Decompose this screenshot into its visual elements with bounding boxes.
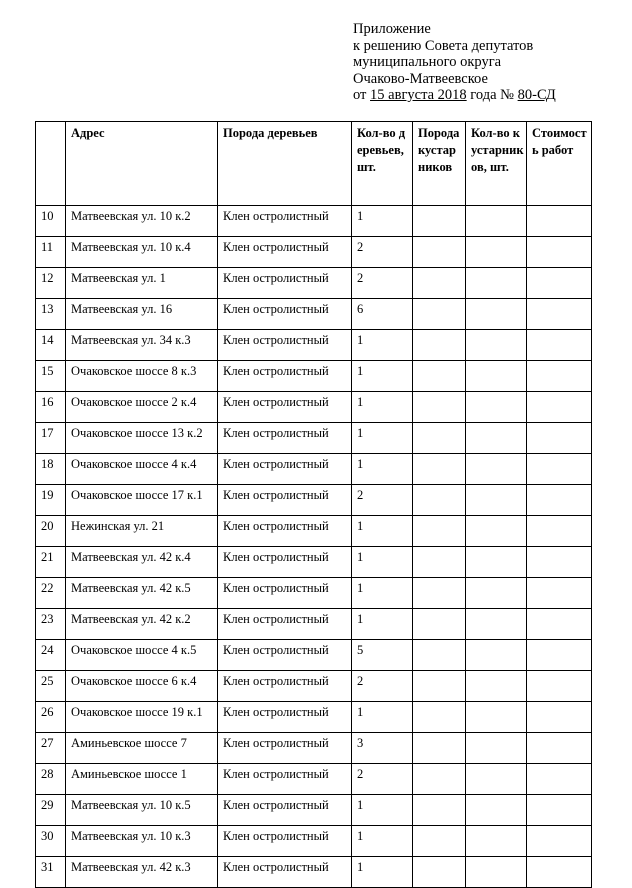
row-index: 11 bbox=[36, 237, 66, 268]
cost-cell bbox=[527, 640, 592, 671]
row-index: 24 bbox=[36, 640, 66, 671]
tree-count-cell: 2 bbox=[352, 671, 413, 702]
address-cell: Матвеевская ул. 42 к.3 bbox=[66, 857, 218, 888]
shrub-species-cell bbox=[413, 299, 466, 330]
table-row bbox=[36, 640, 592, 671]
address-cell: Матвеевская ул. 1 bbox=[66, 268, 218, 299]
address-cell: Матвеевская ул. 34 к.3 bbox=[66, 330, 218, 361]
shrub-species-cell bbox=[413, 330, 466, 361]
shrub-count-cell bbox=[466, 392, 527, 423]
table-row bbox=[36, 795, 592, 826]
tree-count-cell: 2 bbox=[352, 764, 413, 795]
cost-cell bbox=[527, 764, 592, 795]
table-row bbox=[36, 392, 592, 423]
tree-species-cell: Клен остролистный bbox=[218, 857, 352, 888]
address-cell: Очаковское шоссе 4 к.5 bbox=[66, 640, 218, 671]
row-index: 12 bbox=[36, 268, 66, 299]
table-row bbox=[36, 206, 592, 237]
shrub-count-cell bbox=[466, 237, 527, 268]
shrub-species-cell bbox=[413, 826, 466, 857]
header-cell-tree-count: Кол-во деревьев, шт. bbox=[352, 122, 413, 206]
cost-cell bbox=[527, 330, 592, 361]
tree-count-cell: 1 bbox=[352, 702, 413, 733]
address-cell: Аминьевское шоссе 1 bbox=[66, 764, 218, 795]
table-row bbox=[36, 299, 592, 330]
cost-cell bbox=[527, 454, 592, 485]
shrub-count-cell bbox=[466, 795, 527, 826]
address-cell: Матвеевская ул. 42 к.4 bbox=[66, 547, 218, 578]
date-mid: года № bbox=[466, 87, 518, 103]
tree-species-cell: Клен остролистный bbox=[218, 268, 352, 299]
address-cell: Очаковское шоссе 2 к.4 bbox=[66, 392, 218, 423]
row-index: 15 bbox=[36, 361, 66, 392]
table-row bbox=[36, 857, 592, 888]
tree-species-cell: Клен остролистный bbox=[218, 671, 352, 702]
cost-cell bbox=[527, 547, 592, 578]
shrub-species-cell bbox=[413, 795, 466, 826]
tree-species-cell: Клен остролистный bbox=[218, 361, 352, 392]
shrub-count-cell bbox=[466, 857, 527, 888]
header-cell-shrub-species: Порода кустарников bbox=[413, 122, 466, 206]
address-cell: Матвеевская ул. 10 к.4 bbox=[66, 237, 218, 268]
shrub-species-cell bbox=[413, 268, 466, 299]
cost-cell bbox=[527, 206, 592, 237]
shrub-species-cell bbox=[413, 733, 466, 764]
table-header-row bbox=[36, 122, 592, 206]
address-cell: Очаковское шоссе 8 к.3 bbox=[66, 361, 218, 392]
address-cell: Матвеевская ул. 42 к.2 bbox=[66, 609, 218, 640]
tree-species-cell: Клен остролистный bbox=[218, 423, 352, 454]
header-cell-index bbox=[36, 122, 66, 206]
header-cell-shrub-count: Кол-во кустарников, шт. bbox=[466, 122, 527, 206]
trees-table bbox=[35, 121, 592, 888]
shrub-count-cell bbox=[466, 454, 527, 485]
header-line-name: Очаково-Матвеевское bbox=[353, 70, 488, 87]
cost-cell bbox=[527, 795, 592, 826]
row-index: 27 bbox=[36, 733, 66, 764]
shrub-species-cell bbox=[413, 702, 466, 733]
tree-species-cell: Клен остролистный bbox=[218, 237, 352, 268]
cost-cell bbox=[527, 392, 592, 423]
document-header bbox=[353, 21, 556, 104]
row-index: 19 bbox=[36, 485, 66, 516]
address-cell: Матвеевская ул. 10 к.5 bbox=[66, 795, 218, 826]
table-row bbox=[36, 361, 592, 392]
cost-cell bbox=[527, 578, 592, 609]
row-index: 22 bbox=[36, 578, 66, 609]
tree-count-cell: 2 bbox=[352, 268, 413, 299]
tree-species-cell: Клен остролистный bbox=[218, 485, 352, 516]
table-row bbox=[36, 578, 592, 609]
shrub-count-cell bbox=[466, 330, 527, 361]
row-index: 25 bbox=[36, 671, 66, 702]
address-cell: Нежинская ул. 21 bbox=[66, 516, 218, 547]
tree-species-cell: Клен остролистный bbox=[218, 578, 352, 609]
tree-species-cell: Клен остролистный bbox=[218, 733, 352, 764]
table-row bbox=[36, 826, 592, 857]
address-cell: Очаковское шоссе 19 к.1 bbox=[66, 702, 218, 733]
address-cell: Матвеевская ул. 10 к.3 bbox=[66, 826, 218, 857]
row-index: 21 bbox=[36, 547, 66, 578]
tree-count-cell: 6 bbox=[352, 299, 413, 330]
shrub-species-cell bbox=[413, 485, 466, 516]
header-line-district: муниципального округа bbox=[353, 54, 502, 70]
tree-species-cell: Клен остролистный bbox=[218, 609, 352, 640]
tree-count-cell: 1 bbox=[352, 795, 413, 826]
table-row bbox=[36, 268, 592, 299]
tree-species-cell: Клен остролистный bbox=[218, 299, 352, 330]
row-index: 14 bbox=[36, 330, 66, 361]
tree-count-cell: 1 bbox=[352, 547, 413, 578]
row-index: 20 bbox=[36, 516, 66, 547]
tree-species-cell: Клен остролистный bbox=[218, 516, 352, 547]
row-index: 18 bbox=[36, 454, 66, 485]
shrub-species-cell bbox=[413, 640, 466, 671]
cost-cell bbox=[527, 268, 592, 299]
tree-species-cell: Клен остролистный bbox=[218, 702, 352, 733]
table-row bbox=[36, 423, 592, 454]
shrub-count-cell bbox=[466, 268, 527, 299]
shrub-species-cell bbox=[413, 547, 466, 578]
row-index: 10 bbox=[36, 206, 66, 237]
shrub-species-cell bbox=[413, 578, 466, 609]
shrub-count-cell bbox=[466, 516, 527, 547]
tree-count-cell: 1 bbox=[352, 578, 413, 609]
tree-species-cell: Клен остролистный bbox=[218, 454, 352, 485]
address-cell: Очаковское шоссе 13 к.2 bbox=[66, 423, 218, 454]
address-cell: Очаковское шоссе 6 к.4 bbox=[66, 671, 218, 702]
table-row bbox=[36, 485, 592, 516]
tree-count-cell: 1 bbox=[352, 392, 413, 423]
cost-cell bbox=[527, 237, 592, 268]
tree-species-cell: Клен остролистный bbox=[218, 392, 352, 423]
shrub-count-cell bbox=[466, 733, 527, 764]
shrub-species-cell bbox=[413, 516, 466, 547]
address-cell: Аминьевское шоссе 7 bbox=[66, 733, 218, 764]
row-index: 26 bbox=[36, 702, 66, 733]
shrub-count-cell bbox=[466, 609, 527, 640]
row-index: 17 bbox=[36, 423, 66, 454]
table-row bbox=[36, 454, 592, 485]
header-date-line bbox=[353, 87, 556, 104]
shrub-count-cell bbox=[466, 361, 527, 392]
shrub-count-cell bbox=[466, 547, 527, 578]
tree-species-cell: Клен остролистный bbox=[218, 640, 352, 671]
shrub-count-cell bbox=[466, 578, 527, 609]
shrub-count-cell bbox=[466, 702, 527, 733]
address-cell: Матвеевская ул. 42 к.5 bbox=[66, 578, 218, 609]
cost-cell bbox=[527, 423, 592, 454]
cost-cell bbox=[527, 361, 592, 392]
shrub-species-cell bbox=[413, 206, 466, 237]
cost-cell bbox=[527, 671, 592, 702]
shrub-count-cell bbox=[466, 299, 527, 330]
tree-species-cell: Клен остролистный bbox=[218, 795, 352, 826]
cost-cell bbox=[527, 733, 592, 764]
row-index: 31 bbox=[36, 857, 66, 888]
row-index: 30 bbox=[36, 826, 66, 857]
table-row bbox=[36, 671, 592, 702]
tree-count-cell: 1 bbox=[352, 516, 413, 547]
header-cell-cost: Стоимость работ bbox=[527, 122, 592, 206]
tree-species-cell: Клен остролистный bbox=[218, 826, 352, 857]
tree-count-cell: 1 bbox=[352, 454, 413, 485]
tree-count-cell: 1 bbox=[352, 206, 413, 237]
tree-count-cell: 1 bbox=[352, 826, 413, 857]
tree-count-cell: 3 bbox=[352, 733, 413, 764]
shrub-count-cell bbox=[466, 640, 527, 671]
header-title: Приложение bbox=[353, 21, 431, 37]
shrub-species-cell bbox=[413, 361, 466, 392]
shrub-count-cell bbox=[466, 206, 527, 237]
date-prefix: от bbox=[353, 87, 371, 103]
row-index: 16 bbox=[36, 392, 66, 423]
tree-species-cell: Клен остролистный bbox=[218, 206, 352, 237]
tree-count-cell: 5 bbox=[352, 640, 413, 671]
table-row bbox=[36, 547, 592, 578]
shrub-count-cell bbox=[466, 485, 527, 516]
row-index: 23 bbox=[36, 609, 66, 640]
shrub-species-cell bbox=[413, 764, 466, 795]
header-line-decision: к решению Совета депутатов bbox=[353, 37, 534, 54]
tree-count-cell: 2 bbox=[352, 485, 413, 516]
shrub-species-cell bbox=[413, 237, 466, 268]
shrub-species-cell bbox=[413, 423, 466, 454]
cost-cell bbox=[527, 516, 592, 547]
shrub-species-cell bbox=[413, 857, 466, 888]
tree-count-cell: 1 bbox=[352, 857, 413, 888]
table-row bbox=[36, 330, 592, 361]
cost-cell bbox=[527, 299, 592, 330]
address-cell: Очаковское шоссе 4 к.4 bbox=[66, 454, 218, 485]
table-row bbox=[36, 733, 592, 764]
shrub-species-cell bbox=[413, 454, 466, 485]
header-cell-tree-species: Порода деревьев bbox=[218, 122, 352, 206]
shrub-count-cell bbox=[466, 671, 527, 702]
tree-species-cell: Клен остролистный bbox=[218, 547, 352, 578]
shrub-count-cell bbox=[466, 826, 527, 857]
cost-cell bbox=[527, 702, 592, 733]
decision-number: 80-СД bbox=[517, 87, 556, 103]
cost-cell bbox=[527, 609, 592, 640]
header-cell-address: Адрес bbox=[66, 122, 218, 206]
cost-cell bbox=[527, 826, 592, 857]
tree-species-cell: Клен остролистный bbox=[218, 330, 352, 361]
tree-count-cell: 1 bbox=[352, 361, 413, 392]
row-index: 29 bbox=[36, 795, 66, 826]
shrub-count-cell bbox=[466, 764, 527, 795]
table-row bbox=[36, 609, 592, 640]
table-row bbox=[36, 764, 592, 795]
tree-count-cell: 1 bbox=[352, 609, 413, 640]
tree-count-cell: 1 bbox=[352, 423, 413, 454]
address-cell: Очаковское шоссе 17 к.1 bbox=[66, 485, 218, 516]
address-cell: Матвеевская ул. 10 к.2 bbox=[66, 206, 218, 237]
cost-cell bbox=[527, 485, 592, 516]
address-cell: Матвеевская ул. 16 bbox=[66, 299, 218, 330]
shrub-species-cell bbox=[413, 671, 466, 702]
row-index: 28 bbox=[36, 764, 66, 795]
cost-cell bbox=[527, 857, 592, 888]
tree-count-cell: 2 bbox=[352, 237, 413, 268]
table-row bbox=[36, 237, 592, 268]
decision-date: 15 августа 2018 bbox=[370, 87, 467, 103]
shrub-species-cell bbox=[413, 609, 466, 640]
row-index: 13 bbox=[36, 299, 66, 330]
shrub-count-cell bbox=[466, 423, 527, 454]
table-row bbox=[36, 702, 592, 733]
table-body bbox=[36, 206, 592, 888]
shrub-species-cell bbox=[413, 392, 466, 423]
tree-count-cell: 1 bbox=[352, 330, 413, 361]
table-row bbox=[36, 516, 592, 547]
tree-species-cell: Клен остролистный bbox=[218, 764, 352, 795]
